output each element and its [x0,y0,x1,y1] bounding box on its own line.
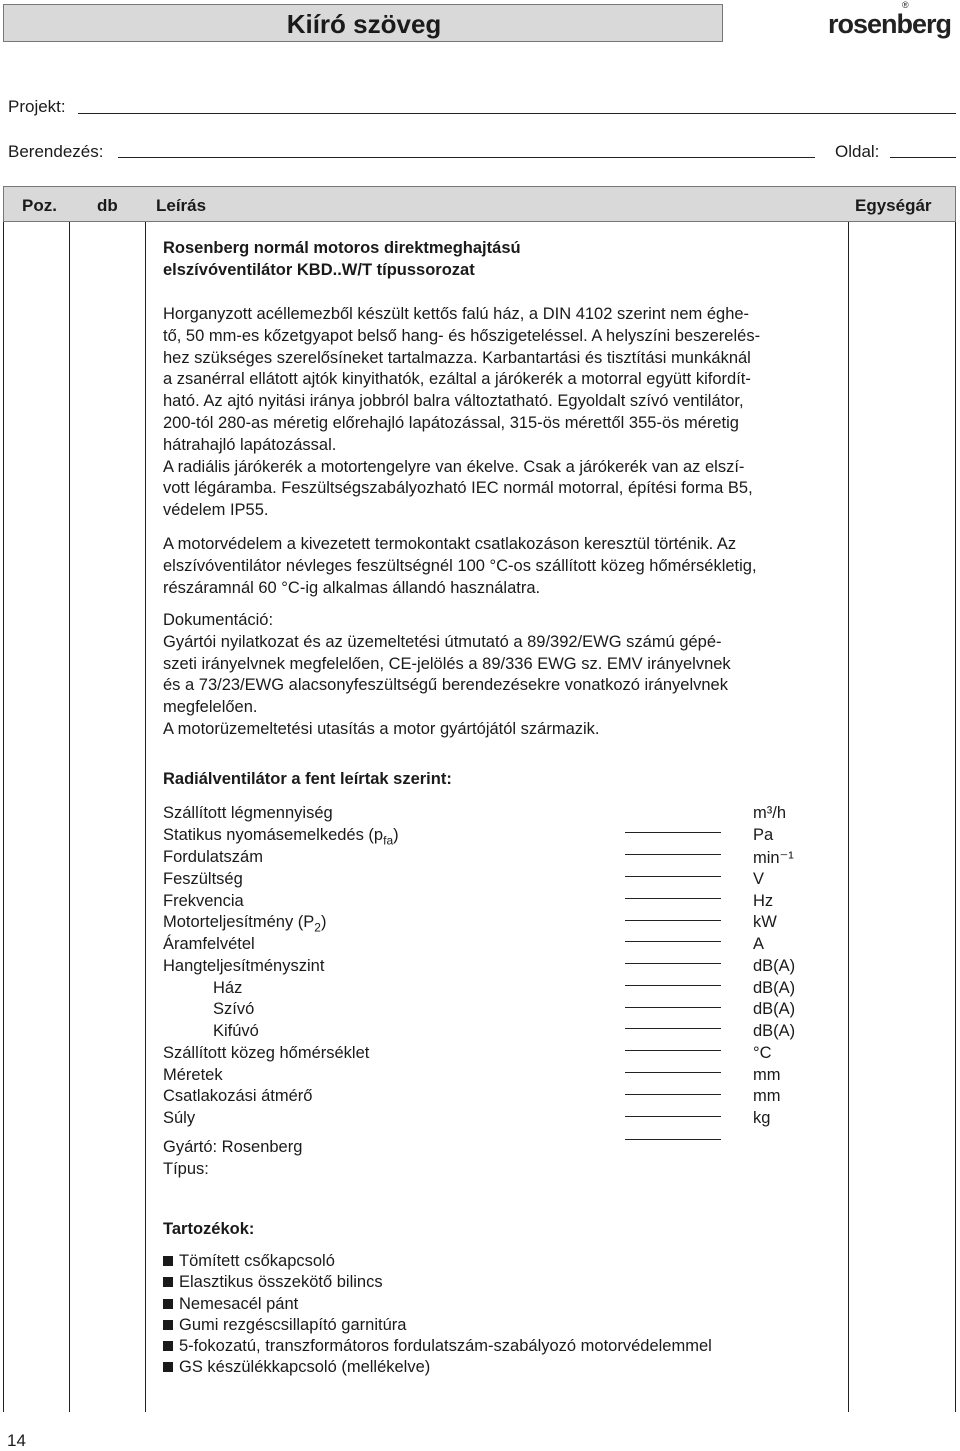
spec-value-blank[interactable] [625,1139,721,1140]
unit-temperature: °C [753,1044,772,1062]
square-bullet-icon [163,1362,173,1372]
table-divider-leiras [848,222,849,1412]
spec-label-medium-temperature: Szállított közeg hőmérséklet [163,1044,370,1062]
unit-airflow: m³/h [753,804,786,822]
unit-power: kW [753,913,777,931]
oldal-field[interactable] [890,157,956,158]
berendezes-label: Berendezés: [8,142,104,161]
unit-voltage: V [753,870,765,888]
text-line: A motorüzemeltetési utasítás a motor gyártójától származik. [163,719,600,738]
accessory-item: GS készülékkapcsoló (mellékelve) [163,1358,430,1377]
spec-value-blank[interactable] [625,985,721,986]
spec-value-blank[interactable] [625,963,721,964]
spec-value-blank[interactable] [625,1094,721,1095]
text-line: ható. Az ajtó nyitási iránya jobbról balra változtatható. Egyoldalt szívó ventilátor, [163,392,744,411]
unit-diameter: mm [753,1087,781,1105]
text-line: A radiális járókerék a motortengelyre van ékelve. Csak a járókerék van az elszí- [163,457,745,476]
product-heading-line1: Rosenberg normál motoros direktmeghajtású [163,239,521,257]
unit-dimensions: mm [753,1066,781,1084]
table-border-right [955,222,956,1412]
text-line: megfelelően. [163,698,258,717]
unit-current: A [753,935,765,953]
document-title: Kiíró szöveg [286,9,442,39]
spec-label-motor-power: Motorteljesítmény $(P_2)$ [163,913,327,935]
spec-label-inlet: Szívó [213,1000,255,1018]
spec-label-outlet: Kifúvó [213,1022,259,1040]
text-line: és a 73/23/EWG alacsonyfeszültségű berendezésekre vonatkozó irányelvnek [163,676,728,695]
accessory-item: Elasztikus összekötő bilincs [163,1273,383,1292]
accessory-item: Nemesacél pánt [163,1295,298,1314]
unit-inlet: dB(A) [753,1000,796,1018]
unit-sound-power: dB(A) [753,957,796,975]
spec-value-blank[interactable] [625,1050,721,1051]
square-bullet-icon [163,1299,173,1309]
spec-label-weight: Súly [163,1109,196,1127]
text-line: Dokumentáció: [163,611,274,629]
text-line: tő, 50 mm-es kőzetgyapot belső hang- és hőszigeteléssel. A helyszíni beszerelés- [163,326,761,345]
column-db: db [97,196,118,215]
documentation-paragraph [163,610,822,741]
text-line: Gyártói nyilatkozat és az üzemeltetési útmutató a 89/392/EWG számú gépé- [163,632,722,651]
accessory-item: Tömített csőkapcsoló [163,1252,335,1271]
text-line: Horganyzott acéllemezből készült kettős falú ház, a DIN 4102 szerint nem éghe- [163,305,750,323]
title-bar [3,4,723,42]
spec-value-blank[interactable] [625,941,721,942]
spec-value-blank[interactable] [625,1116,721,1117]
product-heading-line2: elszívóventilátor KBD..W/T típussorozat [163,261,475,279]
unit-pressure: Pa [753,826,774,844]
unit-housing: dB(A) [753,979,796,997]
spec-value-blank[interactable] [625,1072,721,1073]
spec-value-blank[interactable] [625,854,721,855]
text-line: 200-tól 280-as méretig előrehajló lapátozással, 315-ös mérettől 355-ös méretig [163,413,739,432]
spec-label-connection-diameter: Csatlakozási átmérő [163,1087,313,1105]
unit-outlet: dB(A) [753,1022,796,1040]
table-border-left [3,222,4,1412]
spec-value-blank[interactable] [625,920,721,921]
spec-value-blank[interactable] [625,1028,721,1029]
accessory-item: 5-fokozatú, transzformátoros fordulatszám-szabályozó motorvédelemmel [163,1337,712,1356]
projekt-field[interactable] [78,113,956,114]
specs-heading: Radiálventilátor a fent leírtak szerint: [163,770,452,788]
spec-label-frequency: Frekvencia [163,892,244,910]
text-line: hez szükséges szerelősíneket tartalmazza. Karbantartási és tisztítási munkáknál [163,348,751,367]
spec-label-static-pressure: Statikus nyomásemelkedés $(p_{fa})$ [163,826,399,848]
accessory-item: Gumi rezgéscsillapító garnitúra [163,1316,406,1335]
spec-label-speed: Fordulatszám [163,848,263,866]
column-leiras: Leírás [156,196,207,215]
square-bullet-icon [163,1277,173,1287]
text-line: A motorvédelem a kivezetett termokontakt csatlakozáson keresztül történik. Az [163,535,737,553]
spec-value-blank[interactable] [625,832,721,833]
spec-label-airflow: Szállított légmennyiség [163,804,333,822]
spec-label-housing: Ház [213,979,243,997]
page-number: 14 [7,1431,26,1450]
berendezes-field[interactable] [118,157,815,158]
spec-value-blank[interactable] [625,876,721,877]
spec-label-sound-power: Hangteljesítményszint [163,957,325,975]
text-line: védelem IP55. [163,501,269,520]
motor-protection-paragraph [163,534,822,599]
column-poz: Poz. [22,196,57,215]
text-line: elszívóventilátor névleges feszültségnél 100 °C-os szállított közeg hőmérsékletig, [163,556,757,575]
unit-frequency: Hz [753,892,774,910]
registered-mark: ® [902,0,909,10]
text-line: szeti irányelvnek megfelelően, CE-jelölés a 89/336 EWG sz. EMV irányelvnek [163,654,731,673]
accessories-heading: Tartozékok: [163,1220,255,1238]
spec-label-voltage: Feszültség [163,870,243,888]
table-divider-db [145,222,146,1412]
text-line: hátrahajló lapátozással. [163,435,337,454]
spec-label-dimensions: Méretek [163,1066,223,1084]
square-bullet-icon [163,1256,173,1266]
text-line: a zsanérral ellátott ajtók kinyithatók, ezáltal a járókerék a motorral együtt kifordít- [163,370,751,389]
table-header [3,186,956,222]
oldal-label: Oldal: [835,142,880,161]
manufacturer-label: Gyártó: Rosenberg [163,1138,303,1156]
description-paragraph [163,304,822,522]
square-bullet-icon [163,1320,173,1330]
unit-speed: min⁻¹ [753,849,794,867]
spec-label-current: Áramfelvétel [163,935,255,953]
spec-value-blank[interactable] [625,898,721,899]
square-bullet-icon [163,1341,173,1351]
text-line: vott légáramba. Feszültségszabályozható IEC normál motorral, építési forma B5, [163,479,753,498]
column-egysegar: Egységár [855,196,932,215]
spec-value-blank[interactable] [625,1007,721,1008]
rosenberg-logo: rosenberg [828,9,952,39]
type-label: Típus: [163,1160,209,1178]
projekt-label: Projekt: [8,97,66,116]
table-divider-poz [69,222,70,1412]
unit-weight: kg [753,1109,771,1127]
text-line: részáramnál 60 °C-ig alkalmas állandó használatra. [163,578,541,597]
